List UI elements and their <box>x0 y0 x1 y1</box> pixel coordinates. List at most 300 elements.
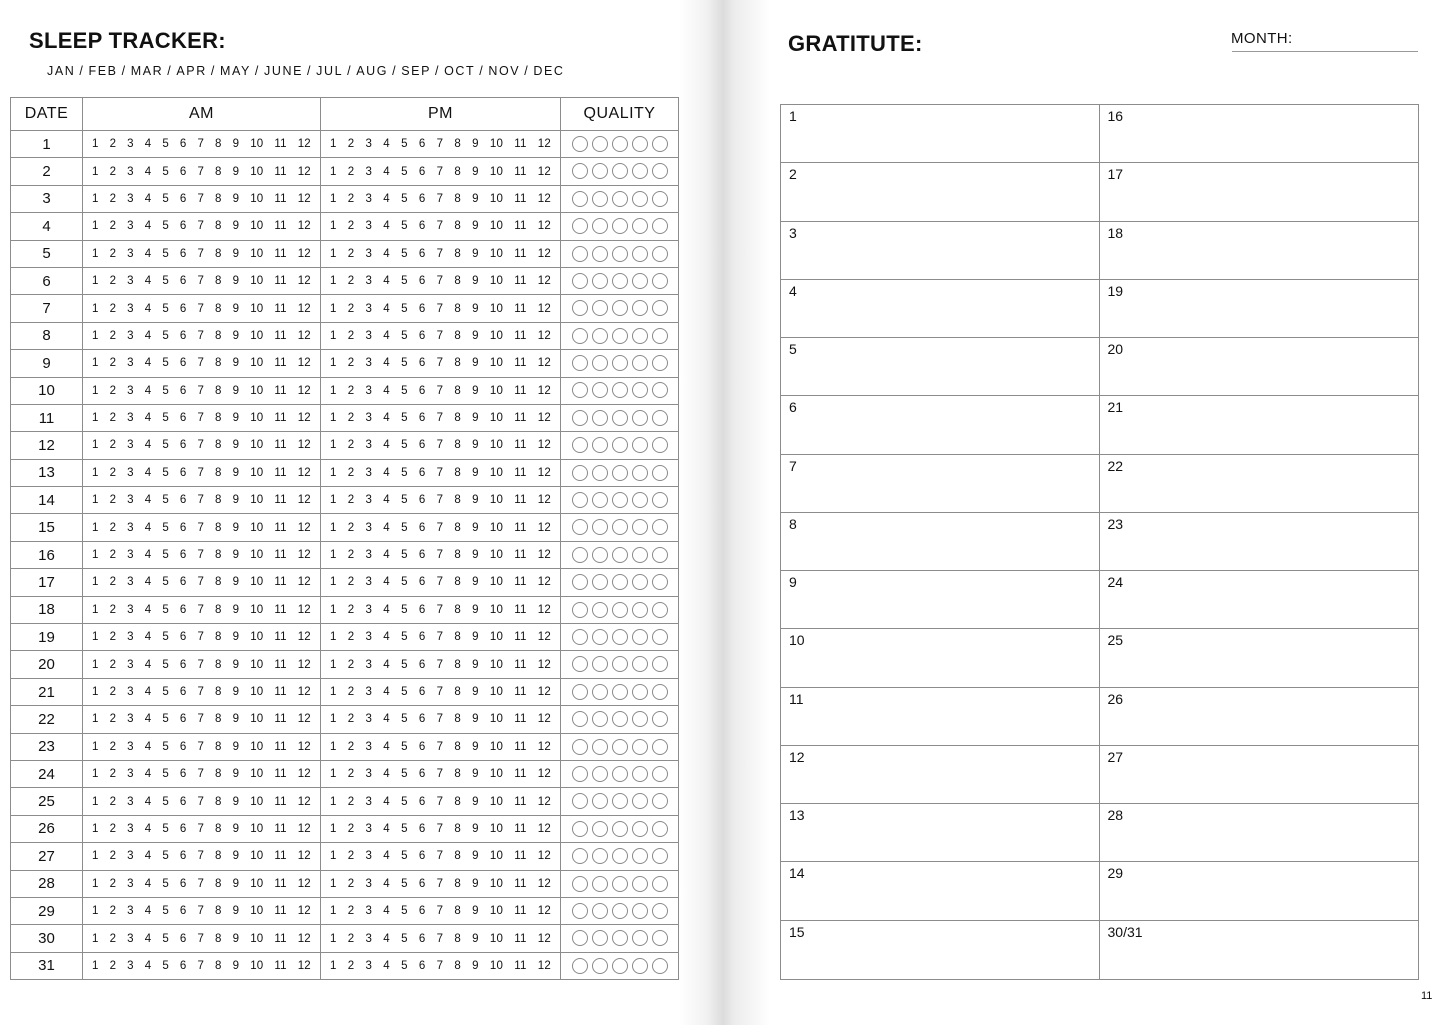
hour-number[interactable]: 11 <box>514 384 527 397</box>
hour-number[interactable]: 5 <box>162 494 169 507</box>
hour-number[interactable]: 12 <box>537 439 551 452</box>
hour-number[interactable]: 6 <box>418 275 426 288</box>
hour-number[interactable]: 8 <box>215 357 222 370</box>
hour-number[interactable]: 7 <box>197 795 205 808</box>
gratitude-cell[interactable] <box>1100 222 1419 280</box>
hour-number[interactable]: 8 <box>454 768 461 781</box>
hour-number[interactable]: 1 <box>330 412 337 425</box>
hour-number[interactable]: 11 <box>274 740 287 753</box>
hour-number[interactable]: 8 <box>454 357 461 370</box>
hour-number[interactable]: 1 <box>92 466 99 479</box>
hour-number[interactable]: 2 <box>109 384 117 397</box>
quality-circle[interactable] <box>572 711 588 727</box>
hour-number[interactable]: 2 <box>347 905 355 918</box>
hour-number[interactable]: 4 <box>383 686 390 698</box>
hour-number[interactable]: 8 <box>454 165 461 178</box>
hour-number[interactable]: 6 <box>418 412 426 425</box>
gratitude-cell[interactable] <box>781 163 1100 221</box>
gratitude-cell[interactable] <box>781 280 1100 338</box>
hour-number[interactable]: 2 <box>347 603 355 616</box>
hour-number[interactable]: 2 <box>109 275 117 288</box>
hour-number[interactable]: 9 <box>472 192 479 205</box>
hour-number[interactable]: 8 <box>454 686 461 698</box>
hour-number[interactable]: 3 <box>127 603 134 616</box>
pm-hours-cell[interactable] <box>321 295 561 322</box>
gratitude-cell[interactable] <box>781 105 1100 163</box>
hour-number[interactable]: 2 <box>109 740 117 753</box>
quality-circle[interactable] <box>572 684 588 700</box>
am-hours-cell[interactable] <box>83 487 321 514</box>
hour-number[interactable]: 8 <box>454 631 461 644</box>
hour-number[interactable]: 6 <box>179 740 187 753</box>
hour-number[interactable]: 6 <box>418 494 426 507</box>
hour-number[interactable]: 5 <box>162 549 169 562</box>
hour-number[interactable]: 4 <box>383 795 390 808</box>
am-hours-cell[interactable] <box>83 624 321 651</box>
hour-number[interactable]: 7 <box>197 932 205 945</box>
hour-number[interactable]: 12 <box>297 658 311 671</box>
quality-circle[interactable] <box>612 793 628 809</box>
hour-number[interactable]: 12 <box>537 521 551 534</box>
hour-number[interactable]: 7 <box>436 329 444 342</box>
hour-number[interactable]: 1 <box>330 549 337 562</box>
hour-number[interactable]: 8 <box>454 603 461 616</box>
quality-circle[interactable] <box>572 930 588 946</box>
hour-number[interactable]: 10 <box>250 329 264 342</box>
hour-number[interactable]: 1 <box>330 959 337 972</box>
am-hours-cell[interactable] <box>83 459 321 486</box>
hour-number[interactable]: 4 <box>383 302 390 315</box>
hour-number[interactable]: 4 <box>144 329 152 342</box>
quality-circle[interactable] <box>612 437 628 453</box>
am-hours-cell[interactable] <box>83 843 321 870</box>
hour-number[interactable]: 3 <box>365 138 373 151</box>
hour-number[interactable]: 3 <box>127 192 134 205</box>
hour-number[interactable]: 2 <box>347 576 355 589</box>
hour-number[interactable]: 10 <box>489 466 504 479</box>
hour-number[interactable]: 4 <box>144 795 152 808</box>
month-option[interactable]: JAN <box>47 64 76 78</box>
hour-number[interactable]: 11 <box>274 521 287 534</box>
quality-circle[interactable] <box>592 629 608 645</box>
hour-number[interactable]: 11 <box>514 247 527 260</box>
hour-number[interactable]: 9 <box>232 220 240 233</box>
pm-hours-cell[interactable] <box>321 843 561 870</box>
hour-number[interactable]: 7 <box>197 220 205 233</box>
hour-number[interactable]: 3 <box>365 822 373 835</box>
hour-number[interactable]: 6 <box>179 192 187 205</box>
hour-number[interactable]: 11 <box>514 165 527 178</box>
quality-circle[interactable] <box>612 163 628 179</box>
hour-number[interactable]: 2 <box>347 357 355 370</box>
hour-number[interactable]: 4 <box>383 959 390 972</box>
hour-number[interactable]: 7 <box>197 466 205 479</box>
hour-number[interactable]: 7 <box>197 138 205 151</box>
hour-number[interactable]: 2 <box>109 905 117 918</box>
hour-number[interactable]: 7 <box>436 138 444 151</box>
hour-number[interactable]: 10 <box>250 466 264 479</box>
hour-number[interactable]: 6 <box>179 795 187 808</box>
hour-number[interactable]: 12 <box>537 466 551 479</box>
hour-number[interactable]: 5 <box>162 768 169 781</box>
hour-number[interactable]: 5 <box>401 220 408 233</box>
quality-circle[interactable] <box>572 876 588 892</box>
hour-number[interactable]: 12 <box>537 494 551 507</box>
hour-number[interactable]: 7 <box>197 768 205 781</box>
hour-number[interactable]: 7 <box>436 768 444 781</box>
hour-number[interactable]: 10 <box>250 576 264 589</box>
hour-number[interactable]: 3 <box>127 439 134 452</box>
hour-number[interactable]: 5 <box>401 357 408 370</box>
hour-number[interactable]: 1 <box>92 959 99 972</box>
hour-number[interactable]: 7 <box>436 384 444 397</box>
hour-number[interactable]: 9 <box>232 877 240 890</box>
hour-number[interactable]: 11 <box>274 494 287 507</box>
hour-number[interactable]: 12 <box>297 850 311 863</box>
hour-number[interactable]: 9 <box>232 439 240 452</box>
hour-number[interactable]: 1 <box>92 603 99 616</box>
hour-number[interactable]: 9 <box>472 877 479 890</box>
quality-circle[interactable] <box>632 684 648 700</box>
hour-number[interactable]: 8 <box>454 329 461 342</box>
hour-number[interactable]: 11 <box>274 247 287 260</box>
hour-number[interactable]: 2 <box>347 275 355 288</box>
hour-number[interactable]: 7 <box>197 631 205 644</box>
pm-hours-cell[interactable] <box>321 541 561 568</box>
hour-number[interactable]: 10 <box>489 329 504 342</box>
hour-number[interactable]: 1 <box>92 439 99 452</box>
hour-number[interactable]: 1 <box>92 877 99 890</box>
hour-number[interactable]: 4 <box>383 357 390 370</box>
hour-number[interactable]: 9 <box>232 412 240 425</box>
hour-number[interactable]: 11 <box>514 466 527 479</box>
hour-number[interactable]: 9 <box>472 686 479 698</box>
hour-number[interactable]: 11 <box>274 877 287 890</box>
hour-number[interactable]: 2 <box>109 138 117 151</box>
hour-number[interactable]: 8 <box>215 247 222 260</box>
pm-hours-cell[interactable] <box>321 925 561 952</box>
am-hours-cell[interactable] <box>83 760 321 787</box>
am-hours-cell[interactable] <box>83 925 321 952</box>
hour-number[interactable]: 4 <box>383 329 390 342</box>
hour-number[interactable]: 12 <box>297 466 311 479</box>
hour-number[interactable]: 9 <box>472 905 479 918</box>
hour-number[interactable]: 11 <box>514 412 527 425</box>
quality-circle[interactable] <box>612 273 628 289</box>
hour-number[interactable]: 11 <box>514 603 527 616</box>
hour-number[interactable]: 2 <box>347 713 355 726</box>
hour-number[interactable]: 12 <box>297 192 311 205</box>
hour-number[interactable]: 2 <box>109 603 117 616</box>
hour-number[interactable]: 10 <box>489 275 504 288</box>
hour-number[interactable]: 1 <box>330 713 337 726</box>
hour-number[interactable]: 1 <box>92 905 99 918</box>
hour-number[interactable]: 3 <box>365 357 373 370</box>
hour-number[interactable]: 12 <box>537 329 551 342</box>
hour-number[interactable]: 9 <box>472 631 479 644</box>
quality-circle[interactable] <box>612 958 628 974</box>
quality-circle[interactable] <box>632 903 648 919</box>
hour-number[interactable]: 8 <box>215 877 222 890</box>
hour-number[interactable]: 5 <box>401 658 408 671</box>
hour-number[interactable]: 5 <box>401 412 408 425</box>
hour-number[interactable]: 2 <box>347 740 355 753</box>
hour-number[interactable]: 12 <box>297 275 311 288</box>
hour-number[interactable]: 1 <box>92 932 99 945</box>
hour-number[interactable]: 1 <box>330 494 337 507</box>
quality-circle[interactable] <box>572 519 588 535</box>
hour-number[interactable]: 9 <box>472 768 479 781</box>
hour-number[interactable]: 1 <box>330 740 337 753</box>
hour-number[interactable]: 11 <box>514 631 527 644</box>
pm-hours-cell[interactable] <box>321 240 561 267</box>
hour-number[interactable]: 10 <box>250 850 264 863</box>
hour-number[interactable]: 12 <box>537 768 551 781</box>
hour-number[interactable]: 8 <box>454 439 461 452</box>
hour-number[interactable]: 8 <box>215 138 222 151</box>
hour-number[interactable]: 5 <box>401 603 408 616</box>
hour-number[interactable]: 9 <box>232 932 240 945</box>
am-hours-cell[interactable] <box>83 678 321 705</box>
hour-number[interactable]: 6 <box>179 905 187 918</box>
hour-number[interactable]: 12 <box>537 302 551 315</box>
hour-number[interactable]: 5 <box>162 850 169 863</box>
quality-circle[interactable] <box>592 519 608 535</box>
hour-number[interactable]: 10 <box>489 740 504 753</box>
hour-number[interactable]: 2 <box>109 686 117 698</box>
hour-number[interactable]: 3 <box>365 932 373 945</box>
hour-number[interactable]: 6 <box>179 494 187 507</box>
am-hours-cell[interactable] <box>83 185 321 212</box>
hour-number[interactable]: 3 <box>127 329 134 342</box>
hour-number[interactable]: 12 <box>537 959 551 972</box>
hour-number[interactable]: 6 <box>418 932 426 945</box>
hour-number[interactable]: 7 <box>436 686 444 698</box>
hour-number[interactable]: 4 <box>383 138 390 151</box>
hour-number[interactable]: 2 <box>109 521 117 534</box>
hour-number[interactable]: 12 <box>297 549 311 562</box>
hour-number[interactable]: 1 <box>92 850 99 863</box>
hour-number[interactable]: 10 <box>250 439 264 452</box>
quality-circle[interactable] <box>652 547 668 563</box>
hour-number[interactable]: 6 <box>418 247 426 260</box>
hour-number[interactable]: 9 <box>472 165 479 178</box>
hour-number[interactable]: 5 <box>401 905 408 918</box>
hour-number[interactable]: 2 <box>347 959 355 972</box>
hour-number[interactable]: 3 <box>365 686 373 698</box>
hour-number[interactable]: 6 <box>179 384 187 397</box>
quality-circle[interactable] <box>572 492 588 508</box>
hour-number[interactable]: 7 <box>436 521 444 534</box>
quality-circle[interactable] <box>572 273 588 289</box>
hour-number[interactable]: 5 <box>401 466 408 479</box>
quality-circle[interactable] <box>632 739 648 755</box>
quality-circle[interactable] <box>592 930 608 946</box>
pm-hours-cell[interactable] <box>321 706 561 733</box>
hour-number[interactable]: 11 <box>274 932 287 945</box>
hour-number[interactable]: 5 <box>162 357 169 370</box>
hour-number[interactable]: 4 <box>144 576 152 589</box>
hour-number[interactable]: 3 <box>127 275 134 288</box>
hour-number[interactable]: 6 <box>418 959 426 972</box>
hour-number[interactable]: 5 <box>401 247 408 260</box>
pm-hours-cell[interactable] <box>321 815 561 842</box>
quality-circle[interactable] <box>612 547 628 563</box>
quality-circle[interactable] <box>592 547 608 563</box>
am-hours-cell[interactable] <box>83 733 321 760</box>
hour-number[interactable]: 8 <box>215 275 222 288</box>
hour-number[interactable]: 4 <box>144 658 152 671</box>
hour-number[interactable]: 6 <box>418 603 426 616</box>
quality-circle[interactable] <box>612 382 628 398</box>
hour-number[interactable]: 9 <box>232 603 240 616</box>
am-hours-cell[interactable] <box>83 706 321 733</box>
hour-number[interactable]: 5 <box>401 192 408 205</box>
hour-number[interactable]: 9 <box>472 302 479 315</box>
hour-number[interactable]: 3 <box>365 740 373 753</box>
hour-number[interactable]: 1 <box>92 275 99 288</box>
hour-number[interactable]: 1 <box>330 302 337 315</box>
hour-number[interactable]: 7 <box>436 959 444 972</box>
hour-number[interactable]: 5 <box>162 384 169 397</box>
hour-number[interactable]: 5 <box>162 658 169 671</box>
hour-number[interactable]: 11 <box>274 412 287 425</box>
hour-number[interactable]: 5 <box>401 138 408 151</box>
quality-circle[interactable] <box>592 793 608 809</box>
hour-number[interactable]: 3 <box>127 384 134 397</box>
quality-circle[interactable] <box>632 328 648 344</box>
hour-number[interactable]: 10 <box>489 439 504 452</box>
hour-number[interactable]: 7 <box>436 275 444 288</box>
hour-number[interactable]: 7 <box>197 275 205 288</box>
hour-number[interactable]: 12 <box>537 192 551 205</box>
hour-number[interactable]: 8 <box>215 494 222 507</box>
hour-number[interactable]: 2 <box>347 412 355 425</box>
quality-circle[interactable] <box>592 848 608 864</box>
hour-number[interactable]: 12 <box>537 877 551 890</box>
hour-number[interactable]: 1 <box>330 850 337 863</box>
hour-number[interactable]: 6 <box>179 549 187 562</box>
hour-number[interactable]: 2 <box>109 494 117 507</box>
quality-circle[interactable] <box>572 218 588 234</box>
hour-number[interactable]: 8 <box>215 220 222 233</box>
quality-circle[interactable] <box>652 876 668 892</box>
quality-circle[interactable] <box>572 739 588 755</box>
hour-number[interactable]: 10 <box>489 850 504 863</box>
hour-number[interactable]: 7 <box>197 165 205 178</box>
quality-circle[interactable] <box>592 465 608 481</box>
gratitude-cell[interactable] <box>1100 338 1419 396</box>
month-option[interactable]: DEC <box>533 64 565 78</box>
hour-number[interactable]: 1 <box>330 905 337 918</box>
hour-number[interactable]: 7 <box>197 905 205 918</box>
month-input-line[interactable] <box>1232 51 1418 52</box>
gratitude-cell[interactable] <box>1100 746 1419 804</box>
hour-number[interactable]: 2 <box>109 658 117 671</box>
hour-number[interactable]: 10 <box>489 576 504 589</box>
hour-number[interactable]: 8 <box>215 740 222 753</box>
hour-number[interactable]: 12 <box>297 959 311 972</box>
hour-number[interactable]: 10 <box>250 740 264 753</box>
hour-number[interactable]: 7 <box>436 549 444 562</box>
hour-number[interactable]: 8 <box>215 412 222 425</box>
hour-number[interactable]: 7 <box>436 466 444 479</box>
quality-circle[interactable] <box>652 328 668 344</box>
month-option[interactable]: NOV <box>488 64 521 78</box>
hour-number[interactable]: 2 <box>347 850 355 863</box>
hour-number[interactable]: 2 <box>347 658 355 671</box>
hour-number[interactable]: 8 <box>454 795 461 808</box>
hour-number[interactable]: 9 <box>232 494 240 507</box>
hour-number[interactable]: 4 <box>383 494 390 507</box>
quality-circle[interactable] <box>612 355 628 371</box>
hour-number[interactable]: 6 <box>179 877 187 890</box>
am-hours-cell[interactable] <box>83 952 321 979</box>
hour-number[interactable]: 10 <box>489 220 504 233</box>
hour-number[interactable]: 3 <box>127 494 134 507</box>
hour-number[interactable]: 1 <box>330 466 337 479</box>
hour-number[interactable]: 8 <box>454 384 461 397</box>
hour-number[interactable]: 7 <box>197 357 205 370</box>
hour-number[interactable]: 10 <box>489 658 504 671</box>
quality-circle[interactable] <box>592 246 608 262</box>
quality-circle[interactable] <box>652 684 668 700</box>
quality-circle[interactable] <box>632 930 648 946</box>
hour-number[interactable]: 7 <box>436 412 444 425</box>
hour-number[interactable]: 10 <box>489 549 504 562</box>
hour-number[interactable]: 5 <box>162 877 169 890</box>
hour-number[interactable]: 5 <box>162 795 169 808</box>
am-hours-cell[interactable] <box>83 870 321 897</box>
hour-number[interactable]: 10 <box>250 549 264 562</box>
hour-number[interactable]: 10 <box>489 412 504 425</box>
hour-number[interactable]: 8 <box>454 247 461 260</box>
quality-circle[interactable] <box>572 382 588 398</box>
hour-number[interactable]: 12 <box>297 521 311 534</box>
quality-circle[interactable] <box>632 437 648 453</box>
month-option[interactable]: JUNE <box>264 64 304 78</box>
hour-number[interactable]: 1 <box>92 357 99 370</box>
hour-number[interactable]: 11 <box>274 192 287 205</box>
hour-number[interactable]: 7 <box>197 658 205 671</box>
pm-hours-cell[interactable] <box>321 185 561 212</box>
hour-number[interactable]: 4 <box>383 521 390 534</box>
hour-number[interactable]: 12 <box>537 658 551 671</box>
hour-number[interactable]: 6 <box>418 165 426 178</box>
hour-number[interactable]: 5 <box>162 247 169 260</box>
hour-number[interactable]: 5 <box>401 439 408 452</box>
hour-number[interactable]: 5 <box>162 905 169 918</box>
hour-number[interactable]: 7 <box>436 576 444 589</box>
hour-number[interactable]: 1 <box>330 275 337 288</box>
hour-number[interactable]: 12 <box>297 795 311 808</box>
hour-number[interactable]: 2 <box>109 713 117 726</box>
hour-number[interactable]: 2 <box>347 686 355 698</box>
hour-number[interactable]: 10 <box>250 686 264 698</box>
hour-number[interactable]: 11 <box>274 631 287 644</box>
hour-number[interactable]: 11 <box>514 138 527 151</box>
hour-number[interactable]: 6 <box>418 329 426 342</box>
hour-number[interactable]: 12 <box>297 603 311 616</box>
hour-number[interactable]: 12 <box>537 384 551 397</box>
quality-circle[interactable] <box>632 876 648 892</box>
hour-number[interactable]: 8 <box>215 631 222 644</box>
hour-number[interactable]: 11 <box>514 275 527 288</box>
hour-number[interactable]: 4 <box>383 850 390 863</box>
hour-number[interactable]: 1 <box>330 165 337 178</box>
hour-number[interactable]: 12 <box>297 138 311 151</box>
hour-number[interactable]: 9 <box>472 138 479 151</box>
